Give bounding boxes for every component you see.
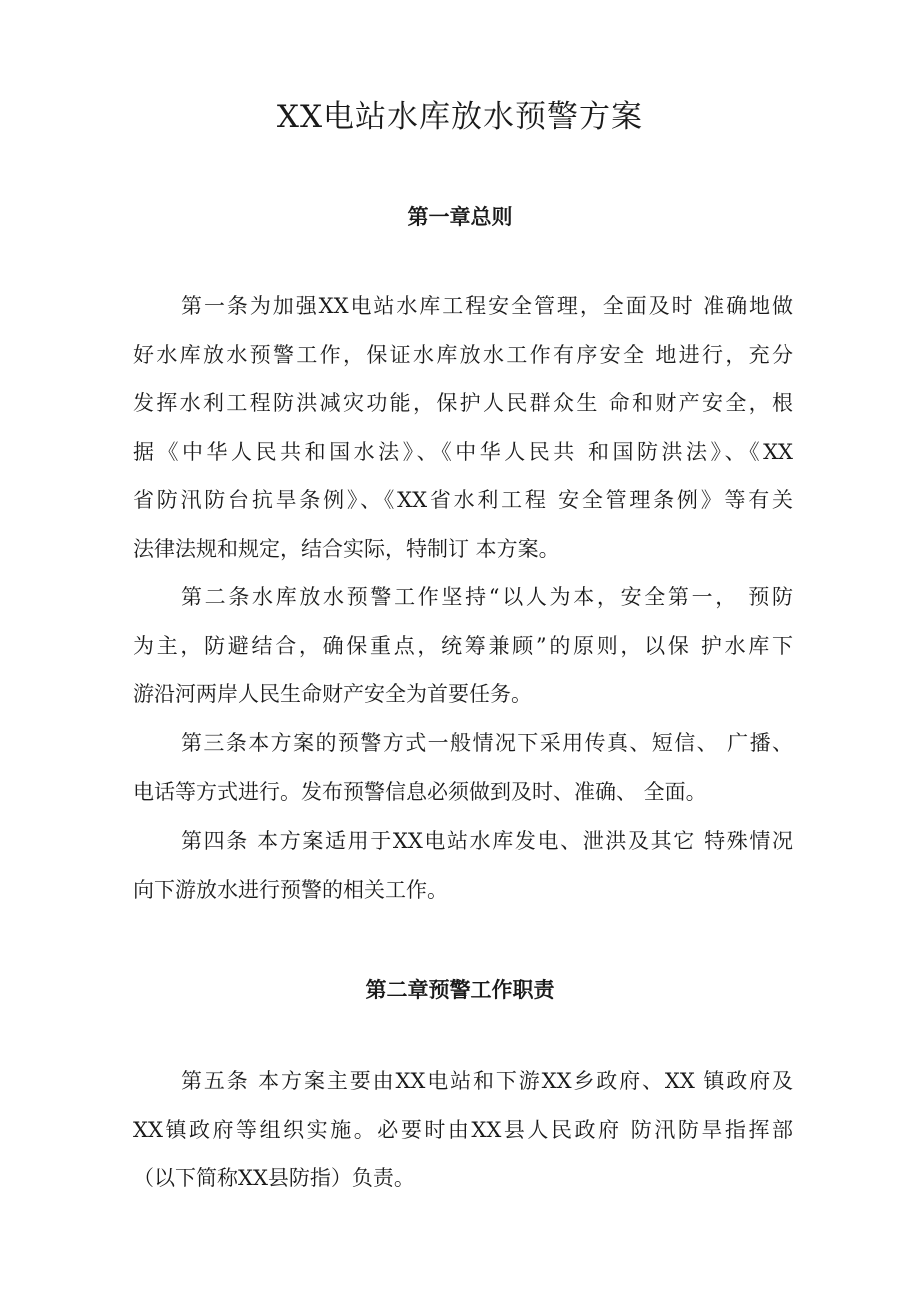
paragraph-line: 电话等方式进行。发布预警信息必须做到及时、准确、 全面。 [133, 779, 707, 804]
paragraph-line: 向下游放水进行预警的相关工作。 [133, 877, 448, 902]
paragraph-line: 好水库放水预警工作，保证水库放水工作有序安全 地进行，充分 [133, 342, 793, 367]
paragraph-line: 法律法规和规定，结合实际，特制订 本方案。 [133, 536, 560, 561]
chapter-heading-1: 第一章总则 [407, 205, 513, 229]
paragraph-line: 游沿河两岸人民生命财产安全为首要任务。 [133, 682, 532, 706]
paragraph-line: 第一条为加强XX电站水库工程安全管理，全面及时 准确地做 [181, 294, 793, 318]
paragraph-line: （以下简称XX县防指）负责。 [133, 1166, 415, 1190]
paragraph-line: 第三条本方案的预警方式一般情况下采用传真、短信、 广播、 [181, 731, 793, 755]
paragraph-line: 为主，防避结合，确保重点，统筹兼顾”的原则，以保 护水库下 [133, 633, 793, 658]
paragraph-line: 据《中华人民共和国水法》、《中华人民共 和国防洪法》、《XX [133, 439, 793, 464]
chapter-heading-2: 第二章预警工作职责 [365, 978, 555, 1002]
article-3-paragraph [133, 719, 793, 816]
paragraph-line: 第五条 本方案主要由XX电站和下游XX乡政府、XX 镇政府及 [181, 1069, 793, 1093]
paragraph-line: 省防汛防台抗旱条例》、《XX省水利工程 安全管理条例》等有关 [133, 488, 793, 512]
document-title: XX电站水库放水预警方案 [276, 99, 644, 135]
article-1-paragraph [133, 282, 793, 573]
paragraph-line: 发挥水利工程防洪减灾功能，保护人民群众生 命和财产安全，根 [133, 391, 793, 415]
paragraph-line: 第四条 本方案适用于XX电站水库发电、泄洪及其它 特殊情况 [181, 829, 793, 853]
paragraph-line: XX镇政府等组织实施。必要时由XX县人民政府 防汛防旱指挥部 [133, 1117, 793, 1142]
article-5-paragraph [133, 1057, 793, 1203]
article-4-paragraph [133, 817, 793, 914]
paragraph-line: 第二条水库放水预警工作坚持“以人为本，安全第一， 预防 [181, 585, 793, 609]
article-2-paragraph [133, 573, 793, 719]
